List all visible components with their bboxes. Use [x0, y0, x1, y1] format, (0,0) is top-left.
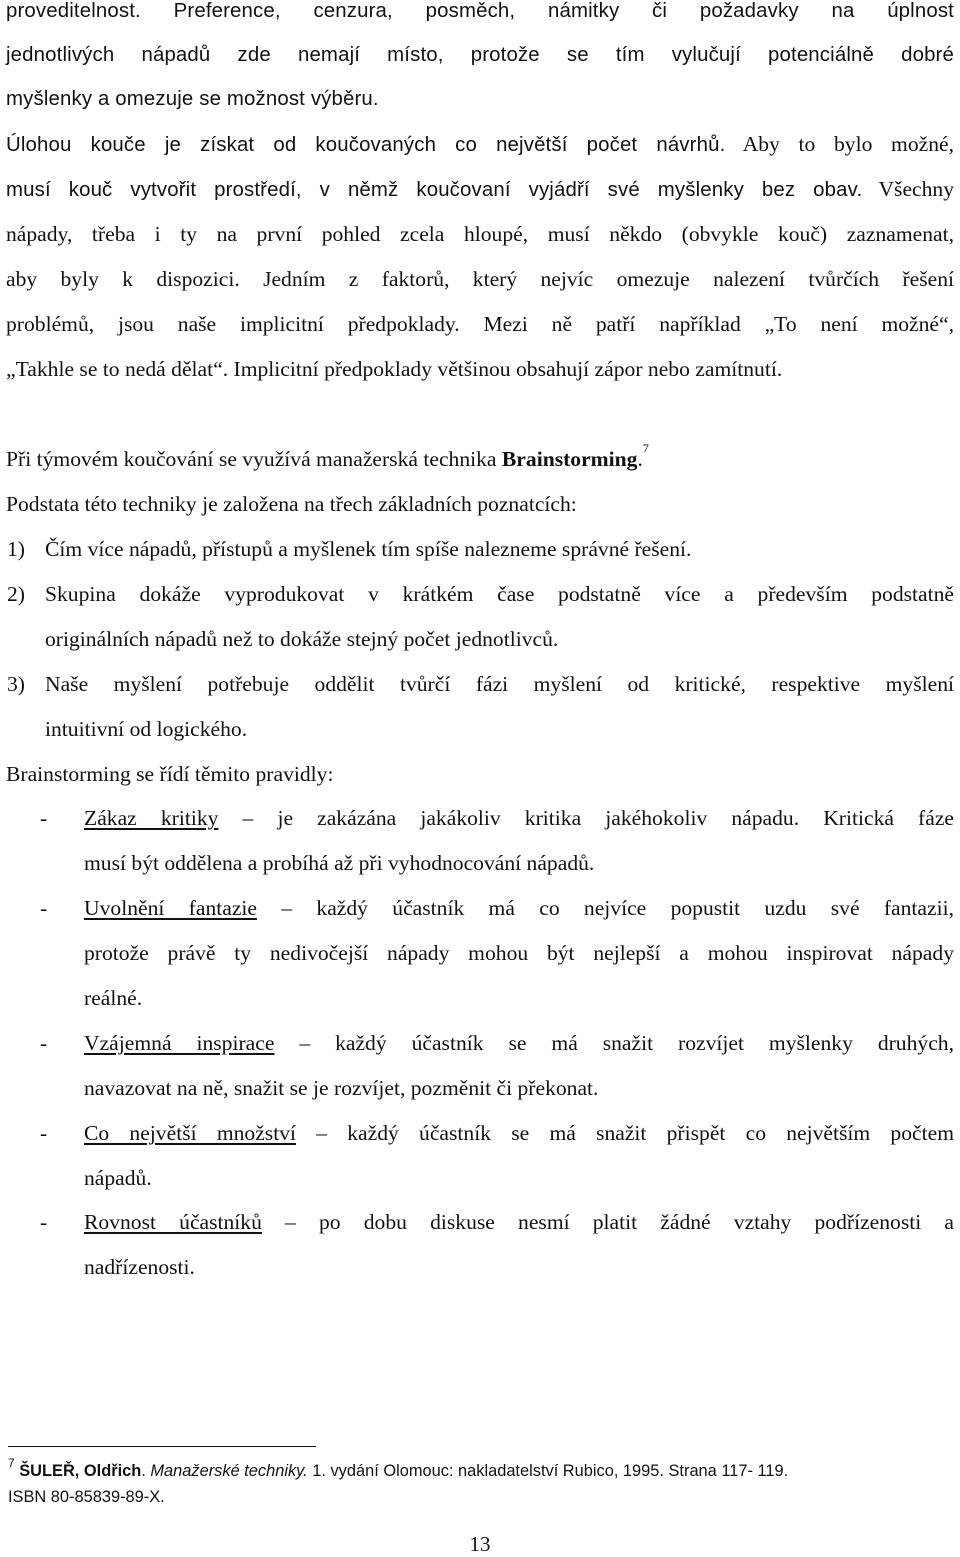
footnote-text: 1. vydání Olomouc: nakladatelství Rubico, 1995. Strana 117- 119.: [307, 1462, 789, 1480]
rule-text: – každý účastník má co nejvíce popustit uzdu své fantazii,: [257, 896, 954, 920]
rule-text: – po dobu diskuse nesmí platit žádné vztahy podřízenosti a: [261, 1210, 954, 1234]
paragraph-line: aby byly k dispozici. Jedním z faktorů, který nejvíc omezuje nalezení tvůrčích řešení: [6, 267, 954, 291]
footnote: [8, 1456, 789, 1481]
list-dash: -: [40, 1210, 48, 1234]
paragraph-line: problémů, jsou naše implicitní předpoklady. Mezi ně patří například „To není možné“,: [6, 312, 954, 336]
footnote-title: Manažerské techniky.: [150, 1462, 308, 1480]
sentence-sans: musí kouč vytvořit prostředí, v němž koučovaní vyjádří své myšlenky bez obav.: [6, 179, 863, 201]
rule-line: protože právě ty nedivočejší nápady mohou být nejlepší a mohou inspirovat nápady: [84, 941, 954, 965]
list-dash: -: [40, 896, 48, 920]
rule-text: – je zakázána jakákoliv kritika jakéhokoliv nápadu. Kritická fáze: [218, 806, 955, 830]
rule-term: Uvolnění fantazie: [84, 896, 257, 920]
footnote-sep: .: [141, 1462, 151, 1480]
paragraph-line: „Takhle se to nedá dělat“. Implicitní předpoklady většinou obsahují zápor nebo zamítnutí.: [6, 357, 783, 381]
sentence-sans: Úlohou kouče je získat od koučovaných co největší počet návrhů.: [6, 134, 726, 156]
rules-intro: Brainstorming se řídí těmito pravidly:: [6, 762, 334, 786]
page-number: 13: [469, 1532, 491, 1556]
rule-term: Vzájemná inspirace: [84, 1031, 275, 1055]
rule-text: – každý účastník se má snažit rozvíjet myšlenky druhých,: [274, 1031, 954, 1055]
list-item-text: originálních nápadů než to dokáže stejný počet jednotlivců.: [45, 627, 559, 651]
rule-line: [84, 1210, 954, 1235]
paragraph-line: nápady, třeba i ty na první pohled zcela hloupé, musí někdo (obvykle kouč) zaznamenat,: [6, 222, 954, 246]
footnote-number: 7: [8, 1456, 15, 1470]
rule-term: Rovnost účastníků: [84, 1210, 262, 1234]
list-dash: -: [40, 1031, 48, 1055]
rule-line: nadřízenosti.: [84, 1255, 195, 1279]
rule-term: Co největší množství: [84, 1121, 296, 1145]
rule-line: navazovat na ně, snažit se je rozvíjet, pozměnit či překonat.: [84, 1076, 599, 1100]
basis-line: Podstata této techniky je založena na třech základních poznatcích:: [6, 492, 577, 516]
list-number: 3): [7, 672, 25, 696]
brainstorming-intro: [6, 441, 954, 472]
rule-line: nápadů.: [84, 1166, 152, 1190]
list-number: 2): [7, 582, 25, 606]
rule-text: – každý účastník se má snažit přispět co největším počtem: [296, 1121, 954, 1145]
footnote-isbn: ISBN 80-85839-89-X.: [8, 1488, 165, 1506]
intro-period: .: [637, 447, 643, 471]
paragraph-line: proveditelnost. Preference, cenzura, posměch, námitky či požadavky na úplnost: [6, 0, 954, 22]
paragraph-line: jednotlivých nápadů zde nemají místo, protože se tím vylučují potenciálně dobré: [6, 44, 954, 66]
footnote-author: ŠULEŘ, Oldřich: [19, 1462, 142, 1480]
rule-line: musí být oddělena a probíhá až při vyhodnocování nápadů.: [84, 851, 595, 875]
rule-line: [84, 1031, 954, 1056]
intro-text: Při týmovém koučování se využívá manažerská technika: [6, 447, 502, 471]
footnote-ref: 7: [642, 441, 649, 455]
list-number: 1): [7, 537, 25, 561]
paragraph-line: [6, 132, 954, 157]
sentence-serif: Všechny: [878, 177, 955, 201]
rule-term: Zákaz kritiky: [84, 806, 219, 830]
list-item-text: intuitivní od logického.: [45, 717, 248, 741]
footnote-divider: [8, 1446, 316, 1447]
brainstorming-term: Brainstorming: [501, 447, 638, 471]
sentence-serif: Aby to bylo možné,: [742, 132, 955, 156]
rule-line: reálné.: [84, 986, 143, 1010]
list-item-text: Čím více nápadů, přístupů a myšlenek tím spíše nalezneme správné řešení.: [45, 537, 692, 561]
rule-line: [84, 1121, 954, 1146]
paragraph-line: myšlenky a omezuje se možnost výběru.: [6, 88, 379, 110]
rule-line: [84, 806, 954, 831]
paragraph-line: [6, 177, 954, 202]
list-dash: -: [40, 1121, 48, 1145]
list-item-text: Naše myšlení potřebuje oddělit tvůrčí fázi myšlení od kritické, respektive myšlení: [45, 672, 954, 696]
rule-line: [84, 896, 954, 921]
list-item-text: Skupina dokáže vyprodukovat v krátkém čase podstatně více a především podstatně: [45, 582, 954, 606]
list-dash: -: [40, 806, 48, 830]
